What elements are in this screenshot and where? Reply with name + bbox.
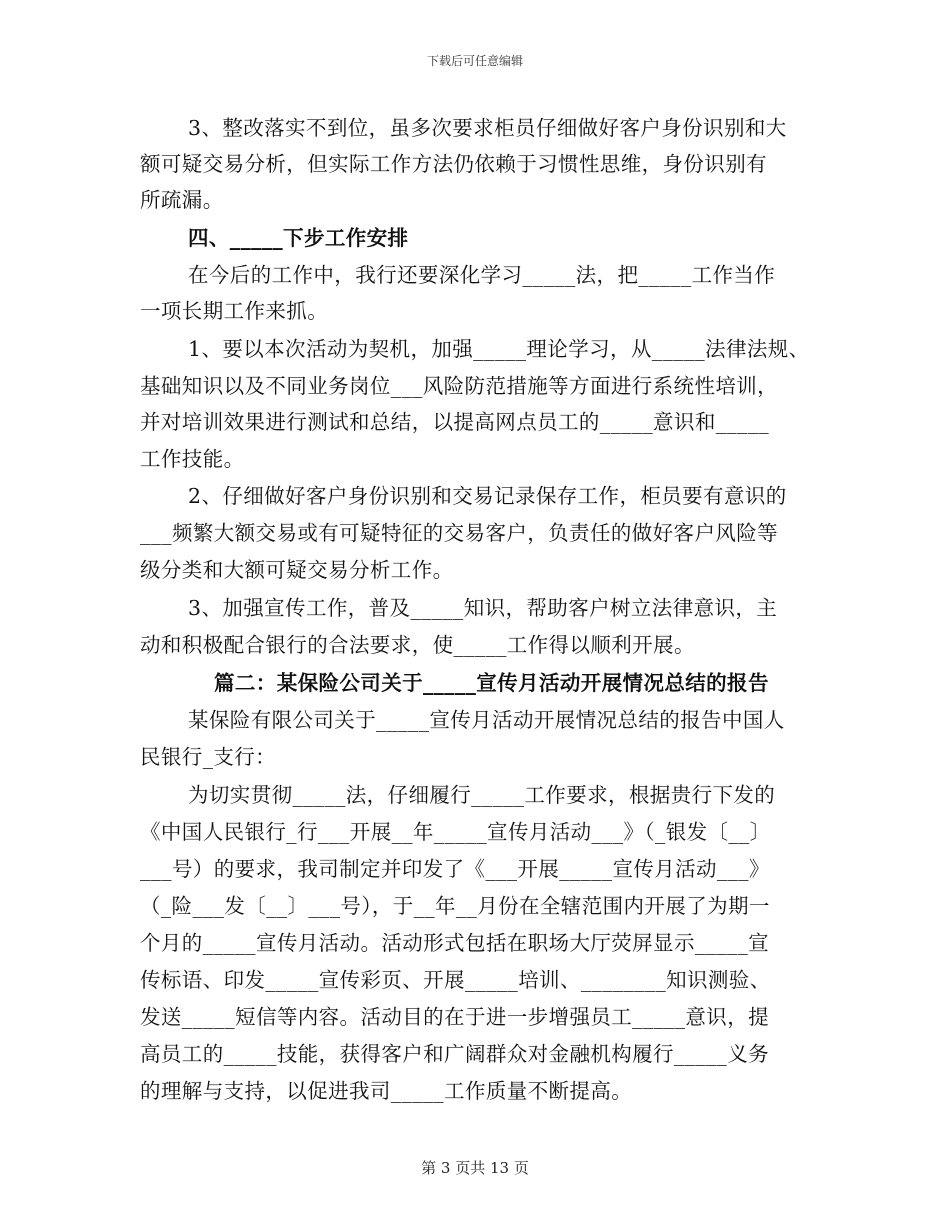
paragraph-line: 3、加强宣传工作，普及_____知识，帮助客户树立法律意识，主 [188,596,778,620]
paragraph-line: 某保险有限公司关于_____宣传月活动开展情况总结的报告中国人 [188,708,785,732]
paragraph-line: 为切实贯彻_____法，仔细履行_____工作要求，根据贵行下发的 [188,783,776,807]
paragraph-line: 的理解与支持，以促进我司_____工作质量不断提高。 [140,1079,633,1103]
paragraph-line: 高员工的_____技能，获得客户和广阔群众对金融机构履行_____义务 [140,1042,769,1066]
paragraph-line: 一项长期工作来抓。 [140,299,329,323]
paragraph-line: ___频繁大额交易或有可疑特征的交易客户，负责任的做好客户风险等 [140,521,779,545]
paragraph-line: 民银行_支行： [140,745,277,769]
paragraph-line: 传标语、印发_____宣传彩页、开展_____培训、________知识测验、 [140,968,771,992]
paragraph-line: 2、仔细做好客户身份识别和交易记录保存工作，柜员要有意识的 [188,484,787,508]
paragraph-line: 在今后的工作中，我行还要深化学习_____法，把_____工作当作 [188,263,776,287]
paragraph-line: 《中国人民银行_行___开展__年_____宣传月活动___》（_银发〔__〕 [140,820,771,844]
paragraph-line: 级分类和大额可疑交易分析工作。 [140,558,454,582]
page-header: 下载后可任意编辑 [426,54,523,68]
paragraph-line: 基础知识以及不同业务岗位___风险防范措施等方面进行系统性培训， [140,374,779,398]
paragraph-line: 动和积极配合银行的合法要求，使_____工作得以顺利开展。 [140,633,695,657]
paragraph-line: ___号）的要求，我司制定并印发了《___开展_____宣传月活动___》 [140,857,770,881]
section-heading: 四、_____下步工作安排 [188,226,409,250]
paragraph-line: 并对培训效果进行测试和总结，以提高网点员工的_____意识和_____ [140,410,769,434]
paragraph-line: 个月的_____宣传月活动。活动形式包括在职场大厅荧屏显示_____宣 [140,931,769,955]
paragraph-line: 工作技能。 [140,447,245,471]
paragraph-line: 1、要以本次活动为契机，加强_____理论学习，从_____法律法规、 [188,337,810,361]
paragraph-line: 发送_____短信等内容。活动目的在于进一步增强员工_____意识，提 [140,1005,769,1029]
page-footer: 第 3 页共 13 页 [421,1159,529,1177]
paragraph-line: （_险___发〔__〕___号），于__年__月份在全辖范围内开展了为期一 [140,894,770,918]
chapter-title: 篇二：某保险公司关于_____宣传月活动开展情况总结的报告 [214,671,769,695]
paragraph-line: 所疏漏。 [140,188,224,212]
paragraph-line: 3、整改落实不到位，虽多次要求柜员仔细做好客户身份识别和大 [188,116,787,140]
paragraph-line: 额可疑交易分析，但实际工作方法仍依赖于习惯性思维，身份识别有 [140,152,767,176]
